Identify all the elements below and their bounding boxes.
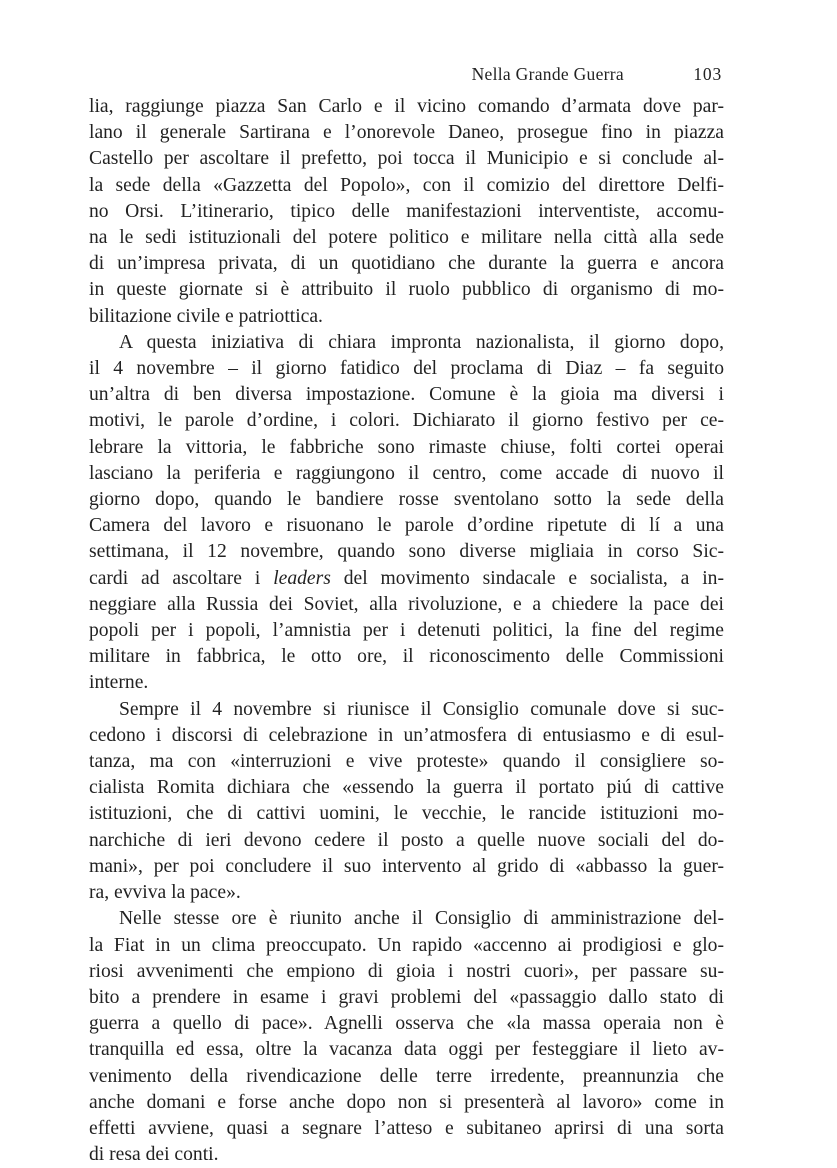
text-line: Camera del lavoro e risuonano le parole d’ordine ripetute di lí a una (89, 515, 724, 537)
text-line: guerra a quello di pace». Agnelli osserva che «la massa operaia non è (89, 1013, 724, 1035)
book-page (89, 62, 724, 1168)
text-line: ra, evviva la pace». (89, 882, 241, 904)
paragraph-3 (89, 697, 724, 907)
text-line: Nelle stesse ore è riunito anche il Consiglio di amministrazione del- (119, 908, 724, 930)
text-line: Sempre il 4 novembre si riunisce il Consiglio comunale dove si suc- (119, 698, 724, 720)
page-number: 103 (693, 64, 722, 84)
text-line: popoli per i popoli, l’amnistia per i detenuti politici, la fine del regime (89, 620, 724, 642)
text-line: cialista Romita dichiara che «essendo la guerra il portato piú di cattive (89, 777, 724, 799)
body-text (89, 94, 724, 1168)
text-line: cedono i discorsi di celebrazione in un’atmosfera di entusiasmo e di esul- (89, 724, 724, 746)
text-line: lia, raggiunge piazza San Carlo e il vicino comando d’armata dove par- (89, 96, 724, 117)
text-line: na le sedi istituzionali del potere politico e militare nella città alla sede (89, 227, 724, 249)
text-line: lasciano la periferia e raggiungono il centro, come accade di nuovo il (89, 462, 724, 484)
text-line: il 4 novembre – il giorno fatidico del proclama di Diaz – fa seguito (89, 358, 724, 380)
text-line: no Orsi. L’itinerario, tipico delle manifestazioni interventiste, accomu- (89, 200, 724, 222)
text-line: interne. (89, 672, 149, 694)
text-line: settimana, il 12 novembre, quando sono diverse migliaia in corso Sic- (89, 541, 724, 563)
text-line: cardi ad ascoltare i leaders del movimento sindacale e socialista, a in- (89, 567, 724, 589)
text-line: giorno dopo, quando le bandiere rosse sventolano sotto la sede della (89, 489, 724, 511)
text-line: A questa iniziativa di chiara impronta nazionalista, il giorno dopo, (119, 331, 724, 353)
text-line: motivi, le parole d’ordine, i colori. Dichiarato il giorno festivo per ce- (89, 410, 724, 432)
running-title: Nella Grande Guerra (471, 64, 624, 84)
running-header (89, 62, 724, 94)
paragraph-1 (89, 94, 724, 330)
text-line: di resa dei conti. (89, 1144, 219, 1166)
text-line: bito a prendere in esame i gravi problemi del «passaggio dallo stato di (89, 986, 724, 1008)
text-line: effetti avviene, quasi a segnare l’atteso e subitaneo aprirsi di una sorta (89, 1117, 724, 1139)
text-line: lano il generale Sartirana e l’onorevole Daneo, prosegue fino in piazza (89, 122, 724, 144)
text-line: mani», per poi concludere il suo intervento al grido di «abbasso la guer- (89, 855, 724, 877)
text-line: militare in fabbrica, le otto ore, il riconoscimento delle Commissioni (89, 646, 724, 668)
text-line: lebrare la vittoria, le fabbriche sono rimaste chiuse, folti cortei operai (89, 436, 724, 458)
text-line: Castello per ascoltare il prefetto, poi tocca il Municipio e si conclude al- (89, 148, 724, 170)
text-line: un’altra di ben diversa impostazione. Comune è la gioia ma diversi i (89, 384, 724, 406)
text-line: neggiare alla Russia dei Soviet, alla rivoluzione, e a chiedere la pace dei (89, 593, 724, 615)
text-line: venimento della rivendicazione delle terre irredente, preannunzia che (89, 1065, 724, 1087)
text-line: di un’impresa privata, di un quotidiano che durante la guerra e ancora (89, 253, 724, 275)
text-line: bilitazione civile e patriottica. (89, 305, 323, 327)
paragraph-4 (89, 906, 724, 1168)
italic-word: leaders (273, 567, 331, 589)
text-line: tanza, ma con «interruzioni e vive proteste» quando il consigliere so- (89, 751, 724, 773)
text-line: in queste giornate si è attribuito il ruolo pubblico di organismo di mo- (89, 279, 724, 301)
text-line: anche domani e forse anche dopo non si presenterà al lavoro» come in (89, 1091, 724, 1113)
text-line: tranquilla ed essa, oltre la vacanza data oggi per festeggiare il lieto av- (89, 1039, 724, 1061)
paragraph-2 (89, 330, 724, 697)
text-line: la Fiat in un clima preoccupato. Un rapido «accenno ai prodigiosi e glo- (89, 934, 724, 956)
text-line: istituzioni, che di cattivi uomini, le vecchie, le rancide istituzioni mo- (89, 803, 724, 825)
text-line: narchiche di ieri devono cedere il posto a quelle nuove sociali del do- (89, 829, 724, 851)
text-line: la sede della «Gazzetta del Popolo», con il comizio del direttore Delfi- (89, 174, 724, 196)
text-line: riosi avvenimenti che empiono di gioia i nostri cuori», per passare su- (89, 960, 724, 982)
